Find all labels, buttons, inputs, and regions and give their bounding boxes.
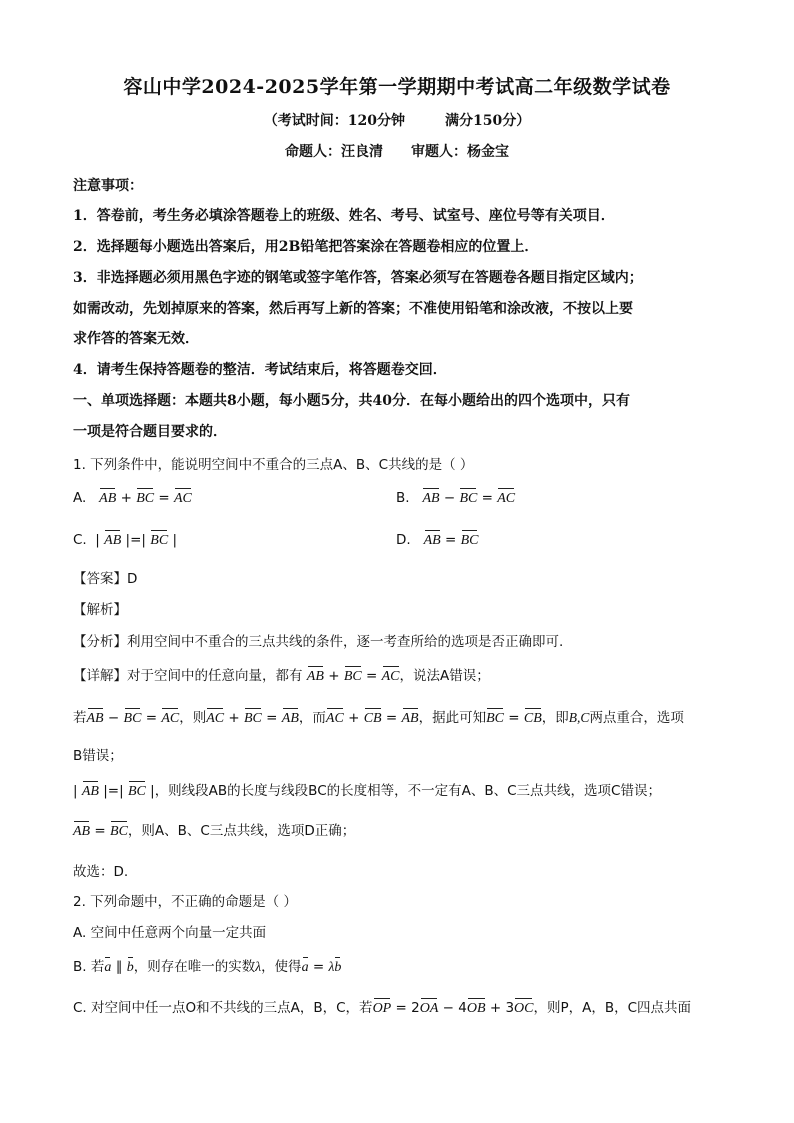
- note-1: 1．答卷前，考生务必填涂答题卷上的班级、姓名、考号、试室号、座位号等有关项目．: [73, 208, 615, 224]
- q2-option-c: C. 对空间中任一点O和不共线的三点A，B，C，若OP = 2OA − 4OB + 3OC，则P，A，B，C四点共面: [73, 996, 691, 1017]
- note-3-cont: 如需改动，先划掉原来的答案，然后再写上新的答案；不准使用铅笔和涂改液，不按以上要: [73, 301, 633, 317]
- exam-authors: [0, 141, 794, 161]
- q2-stem: 2. 下列命题中，不正确的命题是（ ）: [73, 894, 297, 910]
- note-3: 3．非选择题必须用黑色字迹的钢笔或签字笔作答，答案必须写在答题卷各题目指定区域内；: [73, 270, 643, 286]
- q1-detail-5: AB = BC，则A、B、C三点共线，选项D正确；: [73, 819, 355, 840]
- exam-duration: （考试时间：120分钟: [263, 113, 405, 129]
- q1-fenxi: 【分析】利用空间中不重合的三点共线的条件，逐一考查所给的选项是否正确即可.: [73, 634, 564, 650]
- q1-analysis-tag: 【解析】: [73, 602, 127, 618]
- note-4: 4．请考生保持答题卷的整洁．考试结束后，将答题卷交回．: [73, 362, 447, 378]
- q1-detail-2: 若AB − BC = AC，则AC + BC = AB，而AC + CB = AB，据此可知BC = CB，即B,C两点重合，选项: [73, 706, 684, 727]
- note-3-end: 求作答的答案无效．: [73, 331, 199, 347]
- q1-option-b: B. AB − BC = AC: [396, 487, 515, 507]
- exam-title: 容山中学2024-2025学年第一学期期中考试高二年级数学试卷: [123, 76, 671, 98]
- section-heading: 一、单项选择题：本题共8小题，每小题5分，共40分．在每小题给出的四个选项中，只有: [73, 393, 630, 409]
- q2-option-b: B. 若a ∥ b，则存在唯一的实数λ，使得a = λb: [73, 955, 341, 976]
- q1-option-c: C. | AB |=| BC |: [73, 529, 177, 549]
- question-reviewer: 审题人：杨金宝: [411, 144, 509, 160]
- q1-detail-1: 【详解】对于空间中的任意向量，都有 AB + BC = AC，说法A错误；: [73, 664, 490, 685]
- question-setter: 命题人：汪良清: [285, 144, 383, 160]
- q1-stem: 1. 下列条件中，能说明空间中不重合的三点A、B、C共线的是（ ）: [73, 457, 474, 473]
- q1-detail-4: | AB |=| BC |，则线段AB的长度与线段BC的长度相等，不一定有A、B、C三点共线，选项C错误；: [73, 779, 661, 800]
- q1-detail-3: B错误；: [73, 748, 123, 764]
- exam-time-info: [0, 110, 794, 130]
- notes-heading: 注意事项：: [73, 178, 143, 194]
- q1-answer: 【答案】D: [73, 571, 138, 587]
- q2-option-a: A. 空间中任意两个向量一定共面: [73, 925, 267, 941]
- q1-option-d: D. AB = BC: [396, 529, 478, 549]
- note-2: 2．选择题每小题选出答案后，用2B铅笔把答案涂在答题卷相应的位置上．: [73, 239, 539, 255]
- section-heading-cont: 一项是符合题目要求的．: [73, 424, 227, 440]
- exam-full-score: 满分150分）: [445, 113, 531, 129]
- q1-option-a: A. AB + BC = AC: [73, 487, 192, 507]
- q1-conclusion: 故选：D.: [73, 864, 129, 880]
